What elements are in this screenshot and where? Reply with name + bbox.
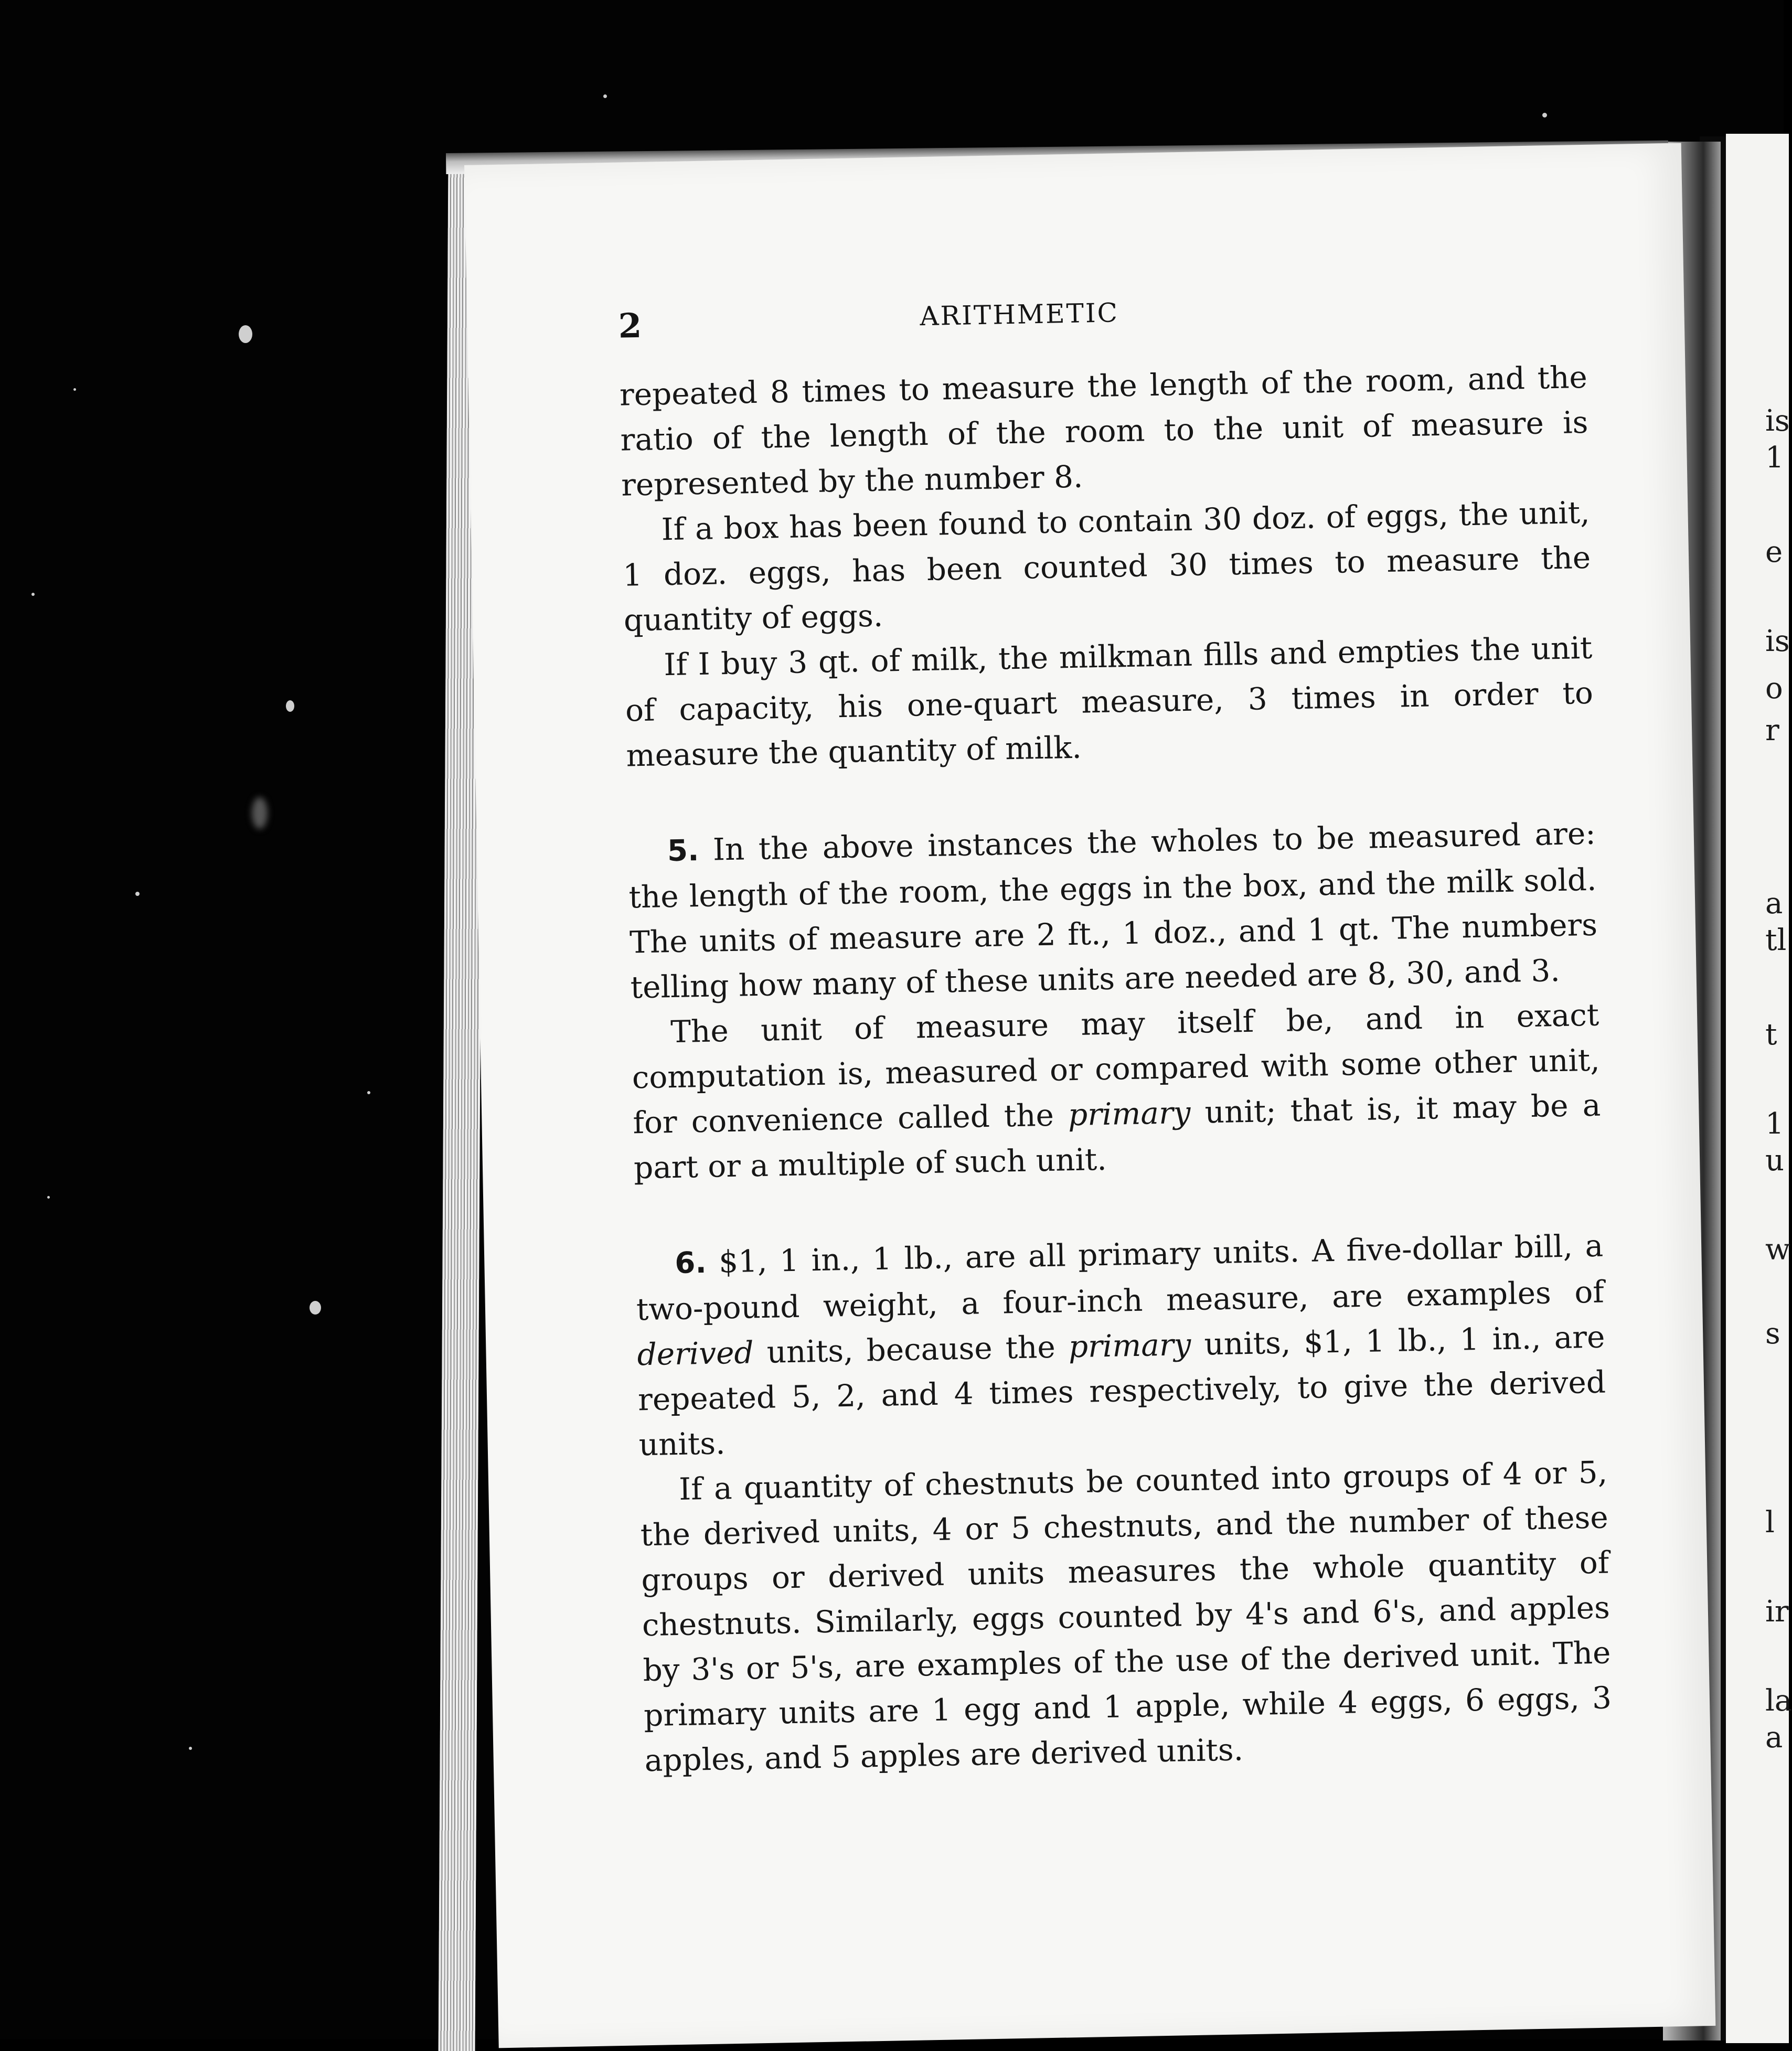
facing-page-fragment: w bbox=[1765, 1233, 1790, 1267]
facing-page-fragment: a bbox=[1765, 1721, 1783, 1755]
facing-page-fragment: e bbox=[1765, 535, 1783, 569]
paragraph bbox=[624, 625, 1594, 778]
dust-speck bbox=[239, 325, 252, 343]
facing-page-fragment: ir bbox=[1765, 1595, 1789, 1629]
facing-page-fragment: s bbox=[1765, 1317, 1780, 1351]
running-head: ARITHMETIC bbox=[919, 297, 1119, 332]
italic-term: derived bbox=[636, 1334, 754, 1373]
dust-speck bbox=[31, 593, 35, 596]
facing-page-fragment: is bbox=[1765, 404, 1790, 438]
dust-speck bbox=[73, 388, 76, 391]
facing-page-fragment: o bbox=[1765, 671, 1783, 706]
dust-speck bbox=[47, 1196, 50, 1199]
facing-page-fragment: l bbox=[1765, 1505, 1775, 1540]
section-number: 6. bbox=[674, 1245, 707, 1280]
paragraph-text: The unit of measure may itself be, and in exact computation is, measured or compared with some other unit, for convenience called the bbox=[632, 997, 1601, 1141]
facing-page-fragment: t bbox=[1765, 1018, 1777, 1052]
paragraph-text: units, because the bbox=[753, 1329, 1069, 1371]
facing-page-fragment: u bbox=[1765, 1144, 1785, 1178]
dust-speck bbox=[252, 797, 268, 829]
paragraph-text: In the above instances the wholes to be measured are: the length of the room, the eggs in the box, and the milk sold. The units of measure are 2 ft., 1 doz., and 1 qt. The numbers telling how many of these units are needed are 8, 30, and 3. bbox=[628, 815, 1598, 1006]
dust-speck bbox=[135, 892, 140, 896]
paragraph-text: units, $1, 1 lb., 1 in., are repeated 5, 2, and 4 times respectively, to give the derived units. bbox=[637, 1319, 1606, 1463]
page-number: 2 bbox=[617, 306, 642, 346]
dust-speck bbox=[310, 1301, 321, 1315]
paragraph bbox=[622, 490, 1592, 643]
facing-page-fragment: a bbox=[1765, 886, 1783, 921]
paragraph bbox=[631, 992, 1602, 1191]
dust-speck bbox=[286, 700, 294, 712]
paragraph-text: unit; that is, it may be a part or a multiple of such unit. bbox=[633, 1087, 1601, 1186]
italic-term: primary bbox=[1068, 1094, 1191, 1133]
paragraph bbox=[639, 1449, 1613, 1783]
paragraph-text: If I buy 3 qt. of milk, the milkman fills and empties the unit of capacity, his one-quart measure, 3 times in order to measure the quantity of milk. bbox=[625, 629, 1594, 774]
section-5 bbox=[627, 811, 1598, 1010]
dust-speck bbox=[1542, 113, 1547, 117]
facing-page-fragment: la bbox=[1765, 1684, 1792, 1718]
paragraph-text: $1, 1 in., 1 lb., are all primary units. A five-dollar bill, a two-pound weight, a four-inch measure, are examples of bbox=[636, 1227, 1605, 1328]
facing-page-fragment: r bbox=[1765, 713, 1779, 747]
body-text bbox=[619, 355, 1613, 1783]
dust-speck bbox=[189, 1747, 192, 1750]
facing-page-fragment: 1 bbox=[1765, 1107, 1784, 1141]
paragraph-text: If a box has been found to contain 30 doz. of eggs, the unit, 1 doz. eggs, has been counted 30 times to measure the quantity of eggs. bbox=[622, 494, 1591, 638]
paragraph-text: repeated 8 times to measure the length of the room, and the ratio of the length of the room to the unit of measure is represented by the number 8. bbox=[619, 359, 1588, 503]
section-6 bbox=[635, 1223, 1607, 1468]
section-number: 5. bbox=[667, 834, 699, 869]
italic-term: primary bbox=[1068, 1326, 1191, 1365]
page-header bbox=[618, 290, 1563, 344]
facing-page-fragment: is bbox=[1765, 624, 1790, 658]
book-page bbox=[464, 143, 1715, 2048]
paragraph bbox=[619, 355, 1589, 508]
paragraph-text: If a quantity of chestnuts be counted into groups of 4 or 5, the derived units, 4 or 5 chestnuts, and the number of these groups or derived units measures the whole quantity of chestnuts. Similarly, eggs counted by 4's and 6's, and apples by 3's or 5's, are examples of the use of the derived unit. The primary units are 1 egg and 1 apple, while 4 eggs, 6 eggs, 3 apples, and 5 apples are derived units. bbox=[640, 1454, 1612, 1779]
dust-speck bbox=[367, 1091, 370, 1094]
facing-page-fragment: tl bbox=[1765, 923, 1787, 957]
dust-speck bbox=[603, 94, 607, 98]
facing-page-fragment: 1 bbox=[1765, 441, 1784, 475]
